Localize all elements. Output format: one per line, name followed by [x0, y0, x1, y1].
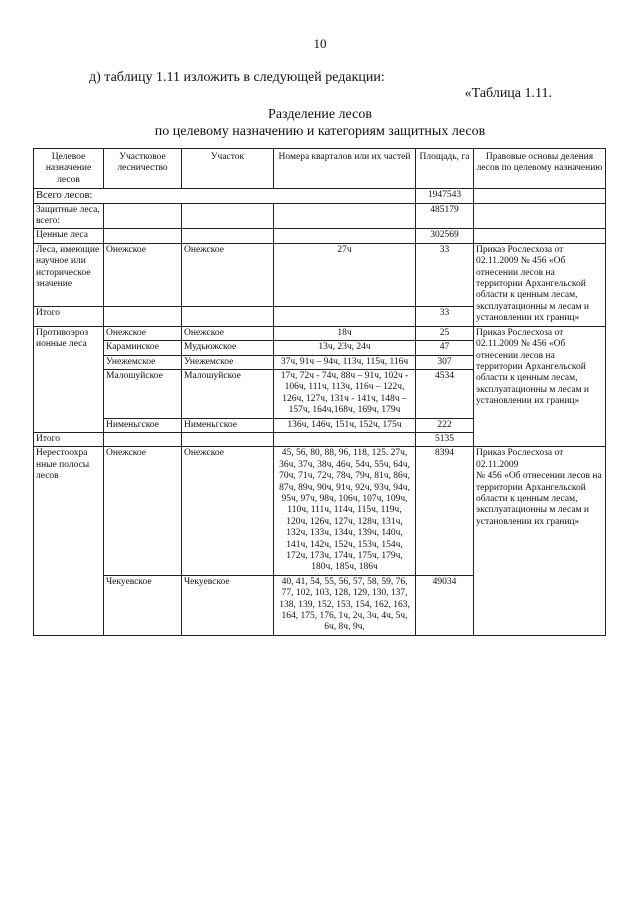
spawn-plot: Чекуевское — [182, 575, 274, 635]
ero-area: 4534 — [416, 369, 474, 418]
document-title — [0, 106, 640, 140]
ero-quarters: 37ч, 91ч – 94ч, 113ч, 115ч, 116ч — [274, 355, 416, 369]
ero-total-label: Итого — [34, 432, 104, 446]
ero-plot: Онежское — [182, 326, 274, 340]
spawn-purpose: Нерестоохра нные полосы лесов — [34, 447, 104, 636]
page-number: 10 — [313, 36, 327, 51]
ero-plot: Нименьгское — [182, 418, 274, 432]
table-row — [34, 243, 606, 306]
ero-plot: Унежемское — [182, 355, 274, 369]
total-label: Всего лесов: — [34, 189, 416, 203]
ero-plot: Малошуйское — [182, 369, 274, 418]
ero-forestry: Онежское — [104, 326, 182, 340]
ero-quarters: 18ч — [274, 326, 416, 340]
ero-quarters: 17ч, 72ч - 74ч, 88ч – 91ч, 102ч - 106ч, 111ч, 113ч, 116ч – 122ч, 126ч, 127ч, 131ч - 141ч, 148ч – 157ч, 164ч,168ч, 169ч, 179ч — [274, 369, 416, 418]
total-area: 1947543 — [416, 189, 474, 203]
sci-total-area: 33 — [416, 306, 474, 326]
sci-area: 33 — [416, 243, 474, 306]
spawn-area: 49034 — [416, 575, 474, 635]
spawn-plot: Онежское — [182, 447, 274, 575]
ero-forestry: Нименьгское — [104, 418, 182, 432]
valuable-area: 302569 — [416, 229, 474, 243]
sci-purpose: Леса, имеющие научное или историческое значение — [34, 243, 104, 306]
ero-quarters: 136ч, 146ч, 151ч, 152ч, 175ч — [274, 418, 416, 432]
sci-plot: Онежское — [182, 243, 274, 306]
ero-area: 222 — [416, 418, 474, 432]
sci-total-label: Итого — [34, 306, 104, 326]
protective-label: Защитные леса, всего: — [34, 203, 104, 229]
title-line-1: Разделение лесов — [268, 107, 372, 122]
table-row — [34, 326, 606, 340]
valuable-label: Ценные леса — [34, 229, 104, 243]
protective-area: 485179 — [416, 203, 474, 229]
ero-forestry: Унежемское — [104, 355, 182, 369]
forest-division-table — [33, 148, 606, 636]
sci-forestry: Онежское — [104, 243, 182, 306]
spawn-basis-line-1: Приказ Рослесхоза от 02.11.2009 — [476, 448, 564, 470]
table-row-protective — [34, 203, 606, 229]
spawn-legal-basis — [474, 447, 606, 636]
header-plot: Участок — [182, 149, 274, 189]
intro-text: д) таблицу 1.11 изложить в следующей редакции: — [89, 70, 385, 85]
spawn-basis-line-2: № 456 «Об отнесении лесов на территории Архангельской области к ценным лесам, эксплуатационны м лесам и установлении их границ» — [476, 471, 602, 527]
ero-forestry: Малошуйское — [104, 369, 182, 418]
table-row — [34, 447, 606, 575]
header-forestry: Участковое лесничество — [104, 149, 182, 189]
header-legal-basis: Правовые основы деления лесов по целевому назначению — [474, 149, 606, 189]
spawn-quarters: 45, 56, 80, 88, 96, 118, 125. 27ч, 36ч, 37ч, 38ч, 46ч, 54ч, 55ч, 64ч, 70ч, 71ч, 72ч, 78ч, 79ч, 81ч, 86ч, 87ч, 89ч, 90ч, 91ч, 92ч, 93ч, 94ч, 95ч, 97ч, 98ч, 106ч, 107ч, 109ч, 110ч, 111ч, 114ч, 115ч, 119ч, 120ч, 126ч, 127ч, 128ч, 131ч, 132ч, 133ч, 134ч, 139ч, 140ч, 141ч, 142ч, 152ч, 153ч, 154ч, 172ч, 173ч, 174ч, 175ч, 179ч, 180ч, 185ч, 186ч — [274, 447, 416, 575]
ero-area: 47 — [416, 341, 474, 355]
ero-plot: Мудьюжское — [182, 341, 274, 355]
sci-legal-basis: Приказ Рослесхоза от 02.11.2009 № 456 «Об отнесении лесов на территории Архангельской области к ценным лесам, эксплуатационны м лесам и установлении их границ» — [474, 243, 606, 326]
ero-forestry: Караминское — [104, 341, 182, 355]
ero-area: 25 — [416, 326, 474, 340]
title-line-2: по целевому назначению и категориям защитных лесов — [154, 124, 486, 139]
ero-quarters: 13ч, 23ч, 24ч — [274, 341, 416, 355]
ero-area: 307 — [416, 355, 474, 369]
spawn-area: 8394 — [416, 447, 474, 575]
sci-quarters: 27ч — [274, 243, 416, 306]
header-quarters: Номера кварталов или их частей — [274, 149, 416, 189]
header-purpose: Целевое назначение лесов — [34, 149, 104, 189]
spawn-forestry: Онежское — [104, 447, 182, 575]
ero-legal-basis: Приказ Рослесхоза от 02.11.2009 № 456 «Об отнесении лесов на территории Архангельской области к ценным лесам, эксплуатационны м лесам и установлении их границ» — [474, 326, 606, 447]
table-header-row — [34, 149, 606, 189]
ero-purpose: Противоэроз ионные леса — [34, 326, 104, 432]
spawn-quarters: 40, 41, 54, 55, 56, 57, 58, 59, 76, 77, 102, 103, 128, 129, 130, 137, 138, 139, 152, 153, 154, 162, 163, 164, 175, 176, 1ч, 2ч, 3ч, 4ч, 5ч, 6ч, 8ч, 9ч, — [274, 575, 416, 635]
table-row-total — [34, 189, 606, 203]
table-row-valuable — [34, 229, 606, 243]
header-area: Площадь, га — [416, 149, 474, 189]
spawn-forestry: Чекуевское — [104, 575, 182, 635]
ero-total-area: 5135 — [416, 432, 474, 446]
table-caption: «Таблица 1.11. — [464, 86, 552, 101]
